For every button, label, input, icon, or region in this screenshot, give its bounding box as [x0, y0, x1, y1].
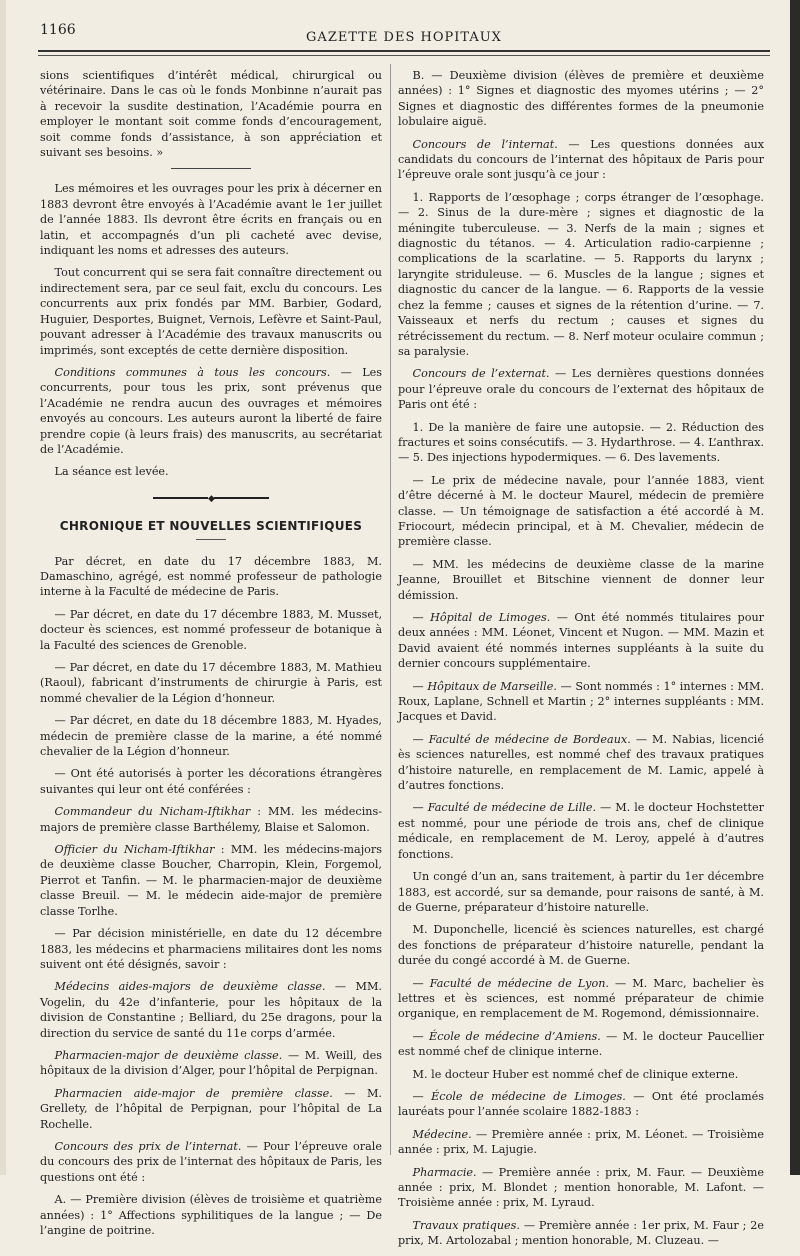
section-title: CHRONIQUE ET NOUVELLES SCIENTIFIQUES [59, 519, 363, 534]
paragraph: — Faculté de médecine de Lille. — M. le docteur Hochstetter est nommé, pour une période de trois ans, chef de clinique médicale, en remplacement de M. Leroy, appelé à d’autres fonctions. [398, 801, 764, 861]
paragraph: Concours de l’externat. — Les dernières questions données pour l’épreuve orale du concours de l’externat des hôpitaux de Paris ont été : [398, 367, 764, 412]
section-rule [196, 539, 226, 540]
paragraph: — Le prix de médecine navale, pour l’année 1883, vient d’être décerné à M. le docteur Maurel, médecin de première classe. — Un témoignage de satisfaction a été accordé à M. Friocourt, médecin principal, et à M. Chevalier, médecin de première classe. [398, 473, 764, 549]
paragraph: La séance est levée. [54, 465, 169, 479]
chronique-item: — Par décision ministérielle, en date du 12 décembre 1883, les médecins et pharmaciens militaires dont les noms suivent ont été désignés, savoir : [40, 927, 382, 971]
paragraph: — Hôpital de Limoges. — Ont été nommés titulaires pour deux années : MM. Léonet, Vincent et Nugon. — MM. Mazin et David avaient été nommés internes suppléants à la suite du dernier concours supplémentaire. [398, 611, 765, 671]
paragraph: 1. De la manière de faire une autopsie. — 2. Réduction des fractures et soins consécutifs. — 3. Hydarthrose. — 4. L’anthrax. — 5. Des injections hypodermiques. — 6. Des lavements. [398, 420, 764, 465]
chronique-item: Officier du Nicham-Iftikhar : MM. les médecins-majors de deuxième classe Boucher, Charropin, Klein, Forgemol, Pierrot et Tanfin. — M. le pharmacien-major de deuxième classe Breuil. — M. le médecin aide-major de première classe Torlhe. [40, 843, 382, 918]
page-number: 1166 [40, 22, 76, 38]
chronique-item: Commandeur du Nicham-Iftikhar : MM. les médecins-majors de première classe Barthélemy, Blaise et Salomon. [40, 805, 382, 834]
paragraph: Conditions communes à tous les concours. — Les concurrents, pour tous les prix, sont prévenus que l’Académie ne rendra aucun des ouvrages et mémoires envoyés au concours. Les auteurs auront la liberté de faire prendre copie (à leurs frais) des manuscrits, au secrétariat de l’Académie. [40, 365, 382, 456]
page-edge-right [790, 0, 800, 1175]
chronique-item: Pharmacien-major de deuxième classe. — M. Weill, des hôpitaux de la division d’Alger, pour l’hôpital de Perpignan. [40, 1048, 382, 1078]
chronique-item: A. — Première division (élèves de troisième et quatrième années) : 1° Affections syphilitiques de la langue ; — De l’angine de poitrine. [40, 1193, 382, 1237]
right-column [398, 68, 764, 1256]
chronique-item: — Ont été autorisés à porter les décorations étrangères suivantes qui leur ont été conférées : [40, 767, 382, 796]
page-edge-left [0, 0, 6, 1175]
paragraph: Les mémoires et les ouvrages pour les prix à décerner en 1883 devront être envoyés à l’Académie avant le 1er juillet de l’année 1883. Ils devront être écrits en français ou en latin, et accompagnés d’un pli cacheté avec devise, indiquant les noms et adresses des auteurs. [40, 182, 382, 258]
paragraph: M. Duponchelle, licencié ès sciences naturelles, est chargé des fonctions de préparateur d’histoire naturelle, pendant la durée du congé accordé à M. de Guerne. [398, 923, 764, 968]
chronique-item: Concours des prix de l’internat. — Pour l’épreuve orale du concours des prix de l’internat des hôpitaux de Paris, les questions ont été : [40, 1139, 382, 1184]
paragraph: 1. Rapports de l’œsophage ; corps étranger de l’œsophage. — 2. Sinus de la dure-mère ; signes et diagnostic de la méningite tuberculeuse. — 3. Nerfs de la main ; signes et diagnostic du tétanos. — 4. Articulation radio-carpienne ; complications de la scarlatine. — 5. Rapports du larynx ; laryngite striduleuse. — 6. Muscles de la langue ; signes et diagnostic du cancer de la langue. — 6. Rapports de la vessie chez la femme ; causes et signes de la rétention d’urine. — 7. Vaisseaux et nerfs du rectum ; causes et signes du rétrécissement du rectum. — 8. Nerf moteur oculaire commun ; sa paralysie. [398, 190, 764, 358]
paragraph: — École de médecine de Limoges. — Ont été proclamés lauréats pour l’année scolaire 1882-1883 : [398, 1089, 764, 1119]
chronique-item: — Par décret, en date du 18 décembre 1883, M. Hyades, médecin de première classe de la marine, a été nommé chevalier de la Légion d’honneur. [40, 714, 382, 759]
chronique-item: Par décret, en date du 17 décembre 1883, M. Damaschino, agrégé, est nommé professeur de pathologie interne à la Faculté de médecine de Paris. [40, 554, 382, 599]
paragraph: M. le docteur Huber est nommé chef de clinique externe. [412, 1067, 739, 1081]
chronique-item: Pharmacien aide-major de première classe. — M. Grellety, de l’hôpital de Perpignan, pour l’hôpital de La Rochelle. [40, 1086, 382, 1131]
paragraph: — Faculté de médecine de Bordeaux. — M. Nabias, licencié ès sciences naturelles, est nommé chef des travaux pratiques d’histoire naturelle, en remplacement de M. Lamic, appelé à d’autres fonctions. [398, 732, 764, 793]
paragraph: Tout concurrent qui se sera fait connaître directement ou indirectement sera, par ce seul fait, exclu du concours. Les concurrents aux prix fondés par MM. Barbier, Godard, Huguier, Desportes, Buignet, Vernois, Lefèvre et Saint-Paul, pouvant adresser à l’Académie des travaux manuscrits ou imprimés, sont exceptés de cette dernière disposition. [40, 266, 382, 357]
paragraph: Pharmacie. — Première année : prix, M. Faur. — Deuxième année : prix, M. Blondet ; mention honorable, M. Lafont. — Troisième année : prix, M. Lyraud. [398, 1165, 764, 1210]
paragraph: sions scientifiques d’intérêt médical, chirurgical ou vétérinaire. Dans le cas où le fonds Monbinne n’aurait pas à recevoir la susdite destination, l’Académie pourra en employer le montant soit comme fonds d’encouragement, soit comme fonds d’assistance, à son appréciation et suivant ses besoins. » [40, 69, 382, 160]
paragraph: — MM. les médecins de deuxième classe de la marine Jeanne, Brouillet et Bitschine viennent de donner leur démission. [398, 557, 764, 602]
column-divider [390, 64, 391, 1155]
chronique-item: Médecins aides-majors de deuxième classe. — MM. Vogelin, du 42e d’infanterie, pour les hôpitaux de la division de Constantine ; Belliard, du 25e dragons, pour la direction du service de santé du 11e corps d’armée. [40, 980, 382, 1040]
page-header [40, 18, 768, 48]
paragraph: Un congé d’un an, sans traitement, à partir du 1er décembre 1883, est accordé, sur sa demande, pour raisons de santé, à M. de Guerne, préparateur d’histoire naturelle. [398, 870, 764, 914]
ornament-rule: ◆ [40, 492, 382, 507]
paragraph: B. — Deuxième division (élèves de première et deuxième années) : 1° Signes et diagnostic des myomes utérins ; — 2° Signes et diagnostic des différentes formes de la pneumonie lobulaire aiguë. [398, 69, 764, 129]
paragraph: Travaux pratiques. — Première année : 1er prix, M. Faur ; 2e prix, M. Artolozabal ; mention honorable, M. Cluzeau. — [398, 1218, 764, 1248]
separator-rule [171, 168, 251, 169]
paragraph: — Faculté de médecine de Lyon. — M. Marc, bachelier ès lettres et ès sciences, est nommé préparateur de chimie organique, en remplacement de M. Rogemond, démissionnaire. [398, 976, 764, 1021]
paragraph: Médecine. — Première année : prix, M. Léonet. — Troisième année : prix, M. Lajugie. [398, 1127, 764, 1157]
header-rule-thin [38, 55, 770, 56]
chronique-item: — Par décret, en date du 17 décembre 1883, M. Mathieu (Raoul), fabricant d’instruments de chirurgie à Paris, est nommé chevalier de la Légion d’honneur. [40, 661, 382, 705]
paragraph: — Hôpitaux de Marseille. — Sont nommés : 1° internes : MM. Roux, Laplane, Schnell et Martin ; 2° internes suppléants : MM. Jacques et David. [398, 679, 765, 724]
journal-title: GAZETTE DES HOPITAUX [306, 30, 502, 45]
left-column [40, 68, 382, 1245]
header-rule [38, 50, 770, 52]
chronique-item: — Par décret, en date du 17 décembre 1883, M. Musset, docteur ès sciences, est nommé professeur de botanique à la Faculté des sciences de Grenoble. [40, 607, 382, 652]
paragraph: Concours de l’internat. — Les questions données aux candidats du concours de l’internat des hôpitaux de Paris pour l’épreuve orale sont jusqu’à ce jour : [398, 137, 765, 182]
paragraph: — École de médecine d’Amiens. — M. le docteur Paucellier est nommé chef de clinique interne. [398, 1029, 764, 1059]
